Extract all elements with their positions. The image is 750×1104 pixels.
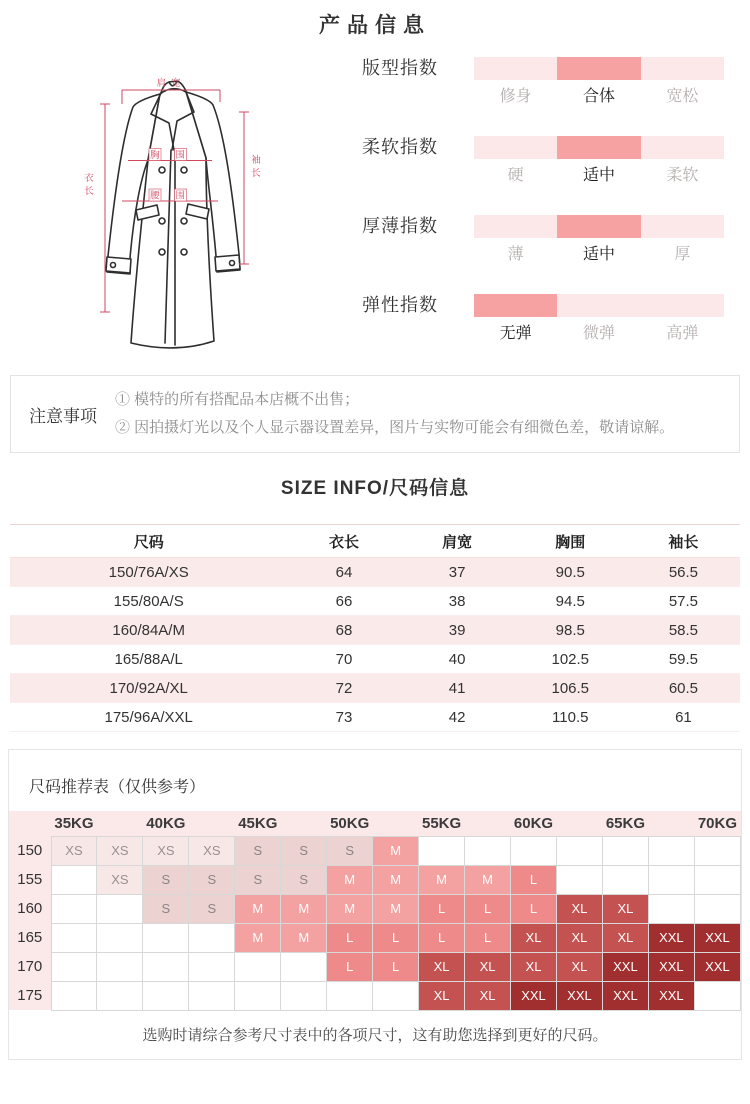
size-table-cell: 94.5 bbox=[514, 587, 627, 616]
size-table-cell: 41 bbox=[401, 674, 514, 703]
size-table-cell: 90.5 bbox=[514, 558, 627, 587]
recommendation-empty-cell bbox=[465, 836, 511, 865]
recommendation-row bbox=[9, 981, 741, 1010]
recommendation-empty-cell bbox=[97, 923, 143, 952]
size-table-cell: 70 bbox=[287, 645, 400, 674]
index-bar-segment bbox=[641, 136, 724, 159]
coat-outline bbox=[106, 81, 240, 348]
garment-length-label: 衣 bbox=[84, 173, 94, 184]
recommendation-empty-cell bbox=[602, 865, 648, 894]
recommendation-empty-cell bbox=[602, 836, 648, 865]
weight-header-cell bbox=[189, 811, 235, 836]
weight-header-cell bbox=[97, 811, 143, 836]
recommendation-size-cell: XL bbox=[556, 952, 602, 981]
size-info-title: SIZE INFO/尺码信息 bbox=[280, 478, 470, 499]
index-bar bbox=[474, 215, 724, 238]
size-table-row bbox=[10, 674, 740, 703]
index-bar-stack bbox=[474, 215, 724, 264]
size-table-row bbox=[10, 616, 740, 645]
recommendation-size-cell: S bbox=[281, 865, 327, 894]
product-overview-section bbox=[0, 33, 750, 375]
index-option-label: 高弹 bbox=[666, 325, 699, 342]
size-table-cell: 170/92A/XL bbox=[10, 674, 287, 703]
size-table-cell: 59.5 bbox=[627, 645, 740, 674]
recommendation-size-cell: S bbox=[327, 836, 373, 865]
size-table-cell: 60.5 bbox=[627, 674, 740, 703]
index-option-label: 无弹 bbox=[499, 325, 532, 342]
recommendation-size-cell: L bbox=[327, 952, 373, 981]
index-bar-segment bbox=[641, 215, 724, 238]
recommendation-size-cell: XXL bbox=[511, 981, 557, 1010]
index-bar-stack bbox=[474, 294, 724, 343]
height-label-cell: 150 bbox=[9, 836, 51, 865]
recommendation-empty-cell bbox=[648, 865, 694, 894]
size-table-cell: 42 bbox=[401, 703, 514, 732]
size-table-cell: 39 bbox=[401, 616, 514, 645]
size-table-cell: 72 bbox=[287, 674, 400, 703]
size-table-cell: 37 bbox=[401, 558, 514, 587]
index-option-label: 修身 bbox=[499, 88, 532, 105]
fabric-index-row bbox=[362, 57, 730, 106]
shoulder-width-label: 肩宽 bbox=[156, 78, 186, 89]
recommendation-size-cell: M bbox=[327, 865, 373, 894]
recommendation-size-cell: L bbox=[511, 894, 557, 923]
recommendation-size-cell: M bbox=[465, 865, 511, 894]
coat-right-cuff bbox=[215, 255, 240, 271]
size-table-cell: 73 bbox=[287, 703, 400, 732]
index-option-label: 合体 bbox=[582, 88, 615, 105]
recommendation-empty-cell bbox=[51, 894, 97, 923]
size-table-cell: 68 bbox=[287, 616, 400, 645]
recommendation-size-cell: M bbox=[419, 865, 465, 894]
recommendation-size-cell: XS bbox=[189, 836, 235, 865]
recommendation-empty-cell bbox=[694, 981, 740, 1010]
recommendation-empty-cell bbox=[143, 923, 189, 952]
recommendation-empty-cell bbox=[327, 981, 373, 1010]
index-options bbox=[474, 166, 724, 185]
notice-line: ② 因拍摄灯光以及个人显示器设置差异，图片与实物可能会有细微色差，敬请谅解。 bbox=[115, 419, 675, 436]
recommendation-size-cell: M bbox=[373, 865, 419, 894]
recommendation-row bbox=[9, 923, 741, 952]
recommendation-size-cell: XL bbox=[465, 981, 511, 1010]
index-bar-segment bbox=[474, 57, 557, 80]
recommendation-size-cell: XS bbox=[97, 865, 143, 894]
recommendation-size-cell: XL bbox=[511, 923, 557, 952]
recommendation-empty-cell bbox=[694, 894, 740, 923]
recommendation-empty-cell bbox=[97, 952, 143, 981]
recommendation-size-cell: XXL bbox=[694, 923, 740, 952]
weight-header-cell bbox=[373, 811, 419, 836]
recommendation-empty-cell bbox=[373, 981, 419, 1010]
index-bar bbox=[474, 294, 724, 317]
recommendation-empty-cell bbox=[51, 923, 97, 952]
weight-header-row bbox=[9, 811, 741, 836]
index-option-label: 微弹 bbox=[582, 325, 615, 342]
weight-header-cell bbox=[648, 811, 694, 836]
recommendation-size-cell: M bbox=[373, 894, 419, 923]
page-title: 产品信息 bbox=[319, 14, 431, 37]
recommendation-corner-cell bbox=[9, 811, 51, 836]
fabric-index-row bbox=[362, 136, 730, 185]
recommendation-size-cell: S bbox=[235, 836, 281, 865]
recommendation-empty-cell bbox=[235, 981, 281, 1010]
size-table-cell: 98.5 bbox=[514, 616, 627, 645]
size-recommendation-table bbox=[9, 811, 741, 1011]
recommendation-size-cell: L bbox=[327, 923, 373, 952]
recommendation-size-cell: S bbox=[235, 865, 281, 894]
index-label: 版型指数 bbox=[362, 58, 438, 78]
recommendation-size-cell: XXL bbox=[648, 923, 694, 952]
recommendation-size-cell: S bbox=[143, 865, 189, 894]
recommendation-empty-cell bbox=[189, 952, 235, 981]
recommendation-empty-cell bbox=[235, 952, 281, 981]
size-table-cell: 150/76A/XS bbox=[10, 558, 287, 587]
size-table-header-cell: 袖长 bbox=[627, 525, 740, 558]
size-table-row bbox=[10, 645, 740, 674]
size-table-header-cell: 肩宽 bbox=[401, 525, 514, 558]
sleeve-length-line bbox=[239, 112, 249, 264]
recommendation-size-cell: XXL bbox=[602, 981, 648, 1010]
recommendation-size-cell: XS bbox=[97, 836, 143, 865]
recommendation-size-cell: XL bbox=[556, 894, 602, 923]
size-table-cell: 160/84A/M bbox=[10, 616, 287, 645]
index-option-label: 柔软 bbox=[666, 167, 699, 184]
fabric-index-row bbox=[362, 215, 730, 264]
waist-label: 腰围 bbox=[150, 190, 202, 202]
recommendation-empty-cell bbox=[419, 836, 465, 865]
index-option-label: 薄 bbox=[507, 246, 524, 263]
notice-lines bbox=[115, 386, 674, 442]
index-option-label: 适中 bbox=[582, 167, 615, 184]
index-option-label: 宽松 bbox=[666, 88, 699, 105]
recommendation-size-cell: S bbox=[143, 894, 189, 923]
chest-label: 胸围 bbox=[150, 150, 202, 162]
index-bar-segment bbox=[557, 136, 640, 159]
recommendation-size-cell: XXL bbox=[556, 981, 602, 1010]
height-label-cell: 175 bbox=[9, 981, 51, 1010]
size-table-cell: 102.5 bbox=[514, 645, 627, 674]
recommendation-size-cell: XL bbox=[465, 952, 511, 981]
size-table-cell: 165/88A/L bbox=[10, 645, 287, 674]
recommendation-row bbox=[9, 894, 741, 923]
recommendation-size-cell: L bbox=[511, 865, 557, 894]
index-bar-segment bbox=[557, 215, 640, 238]
recommendation-empty-cell bbox=[189, 981, 235, 1010]
recommendation-size-cell: M bbox=[235, 894, 281, 923]
size-table-cell: 64 bbox=[287, 558, 400, 587]
index-bar-segment bbox=[474, 215, 557, 238]
recommendation-size-cell: XXL bbox=[648, 981, 694, 1010]
size-table-cell: 155/80A/S bbox=[10, 587, 287, 616]
weight-header-cell: 50KG bbox=[327, 811, 373, 836]
garment-length-label: 长 bbox=[84, 186, 94, 197]
weight-header-cell: 60KG bbox=[511, 811, 557, 836]
weight-header-cell: 45KG bbox=[235, 811, 281, 836]
size-table-cell: 58.5 bbox=[627, 616, 740, 645]
weight-header-cell bbox=[465, 811, 511, 836]
index-option-label: 适中 bbox=[582, 246, 615, 263]
recommendation-empty-cell bbox=[51, 952, 97, 981]
size-table-row bbox=[10, 587, 740, 616]
size-table-cell: 57.5 bbox=[627, 587, 740, 616]
size-table-cell: 110.5 bbox=[514, 703, 627, 732]
size-table-cell: 61 bbox=[627, 703, 740, 732]
recommendation-size-cell: M bbox=[327, 894, 373, 923]
index-bar-stack bbox=[474, 136, 724, 185]
weight-header-cell bbox=[556, 811, 602, 836]
recommendation-size-cell: M bbox=[235, 923, 281, 952]
recommendation-size-cell: XS bbox=[51, 836, 97, 865]
size-recommendation-title: 尺码推荐表（仅供参考） bbox=[29, 779, 206, 796]
recommendation-row bbox=[9, 836, 741, 865]
recommendation-empty-cell bbox=[97, 981, 143, 1010]
recommendation-size-cell: XL bbox=[556, 923, 602, 952]
sleeve-length-label: 长 bbox=[251, 168, 261, 179]
index-option-label: 硬 bbox=[507, 167, 524, 184]
weight-header-cell: 55KG bbox=[419, 811, 465, 836]
weight-header-cell: 40KG bbox=[143, 811, 189, 836]
sleeve-length-label: 袖 bbox=[251, 155, 261, 166]
recommendation-empty-cell bbox=[281, 981, 327, 1010]
index-bar-segment bbox=[557, 294, 640, 317]
index-label: 弹性指数 bbox=[362, 295, 438, 315]
index-bar-segment bbox=[641, 294, 724, 317]
recommendation-size-cell: L bbox=[465, 894, 511, 923]
garment-measurement-diagram bbox=[60, 60, 310, 352]
recommendation-size-cell: M bbox=[281, 894, 327, 923]
recommendation-size-cell: XS bbox=[143, 836, 189, 865]
index-bar bbox=[474, 57, 724, 80]
recommendation-size-cell: L bbox=[419, 894, 465, 923]
recommendation-size-cell: S bbox=[189, 865, 235, 894]
recommendation-empty-cell bbox=[648, 894, 694, 923]
recommendation-size-cell: S bbox=[189, 894, 235, 923]
weight-header-cell: 65KG bbox=[602, 811, 648, 836]
notice-line: ① 模特的所有搭配品本店概不出售； bbox=[115, 391, 360, 408]
recommendation-size-cell: XXL bbox=[602, 952, 648, 981]
recommendation-size-cell: L bbox=[373, 923, 419, 952]
recommendation-empty-cell bbox=[143, 952, 189, 981]
recommendation-size-cell: L bbox=[465, 923, 511, 952]
recommendation-size-cell: XL bbox=[602, 923, 648, 952]
index-options bbox=[474, 245, 724, 264]
recommendation-size-cell: XXL bbox=[648, 952, 694, 981]
index-bar bbox=[474, 136, 724, 159]
size-table-cell: 38 bbox=[401, 587, 514, 616]
recommendation-row bbox=[9, 865, 741, 894]
recommendation-empty-cell bbox=[694, 836, 740, 865]
recommendation-size-cell: L bbox=[373, 952, 419, 981]
recommendation-size-cell: L bbox=[419, 923, 465, 952]
height-label-cell: 155 bbox=[9, 865, 51, 894]
size-table-header-cell: 尺码 bbox=[10, 525, 287, 558]
recommendation-size-cell: M bbox=[373, 836, 419, 865]
weight-header-cell: 70KG bbox=[694, 811, 740, 836]
recommendation-size-cell: XXL bbox=[694, 952, 740, 981]
index-bar-stack bbox=[474, 57, 724, 106]
index-options bbox=[474, 87, 724, 106]
height-label-cell: 160 bbox=[9, 894, 51, 923]
recommendation-empty-cell bbox=[694, 865, 740, 894]
recommendation-empty-cell bbox=[97, 894, 143, 923]
index-option-label: 厚 bbox=[674, 246, 691, 263]
height-label-cell: 165 bbox=[9, 923, 51, 952]
index-options bbox=[474, 324, 724, 343]
size-recommendation-box bbox=[8, 749, 742, 1060]
size-table bbox=[10, 524, 740, 732]
recommendation-empty-cell bbox=[51, 865, 97, 894]
recommendation-size-cell: XL bbox=[419, 952, 465, 981]
recommendation-size-cell: S bbox=[281, 836, 327, 865]
index-bar-segment bbox=[557, 57, 640, 80]
size-table-row bbox=[10, 703, 740, 732]
recommendation-size-cell: XL bbox=[602, 894, 648, 923]
recommendation-empty-cell bbox=[281, 952, 327, 981]
size-table-header-cell: 衣长 bbox=[287, 525, 400, 558]
index-label: 厚薄指数 bbox=[362, 216, 438, 236]
size-table-cell: 106.5 bbox=[514, 674, 627, 703]
recommendation-size-cell: XL bbox=[511, 952, 557, 981]
weight-header-cell bbox=[281, 811, 327, 836]
recommendation-empty-cell bbox=[648, 836, 694, 865]
size-table-cell: 175/96A/XXL bbox=[10, 703, 287, 732]
recommendation-empty-cell bbox=[556, 865, 602, 894]
size-table-cell: 40 bbox=[401, 645, 514, 674]
notice-box bbox=[10, 375, 740, 453]
fabric-index-list bbox=[362, 57, 730, 373]
size-table-row bbox=[10, 558, 740, 587]
recommendation-empty-cell bbox=[51, 981, 97, 1010]
recommendation-size-cell: XL bbox=[419, 981, 465, 1010]
size-table-cell: 66 bbox=[287, 587, 400, 616]
weight-header-cell: 35KG bbox=[51, 811, 97, 836]
index-bar-segment bbox=[474, 136, 557, 159]
index-bar-segment bbox=[641, 57, 724, 80]
size-table-cell: 56.5 bbox=[627, 558, 740, 587]
size-table-header-cell: 胸围 bbox=[514, 525, 627, 558]
recommendation-row bbox=[9, 952, 741, 981]
recommendation-size-cell: M bbox=[281, 923, 327, 952]
fabric-index-row bbox=[362, 294, 730, 343]
garment-length-line bbox=[100, 104, 110, 312]
size-table-header-row bbox=[10, 525, 740, 558]
recommendation-empty-cell bbox=[189, 923, 235, 952]
recommendation-empty-cell bbox=[556, 836, 602, 865]
height-label-cell: 170 bbox=[9, 952, 51, 981]
index-label: 柔软指数 bbox=[362, 137, 438, 157]
notice-label: 注意事项 bbox=[29, 406, 97, 426]
size-recommendation-footnote: 选购时请综合参考尺寸表中的各项尺寸，这有助您选择到更好的尺码。 bbox=[142, 1026, 608, 1044]
recommendation-empty-cell bbox=[143, 981, 189, 1010]
index-bar-segment bbox=[474, 294, 557, 317]
recommendation-empty-cell bbox=[511, 836, 557, 865]
